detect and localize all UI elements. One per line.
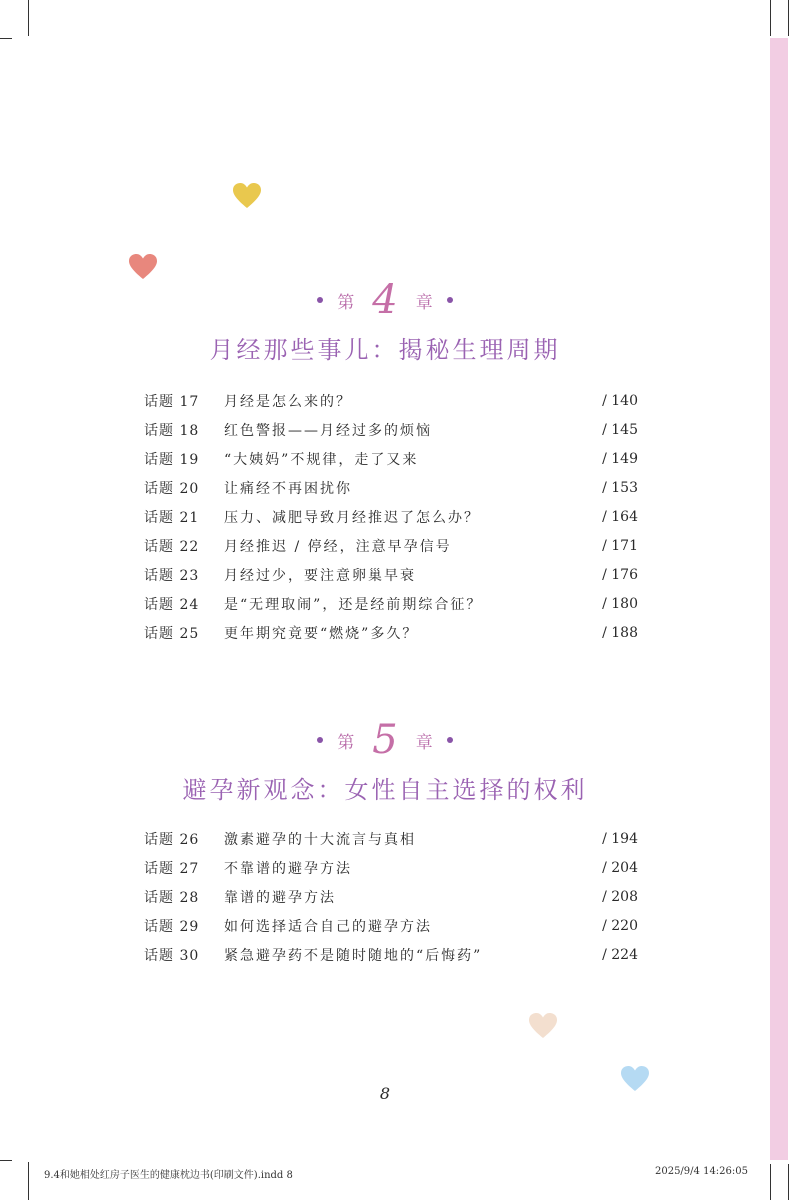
crop-mark [788, 0, 789, 36]
crop-mark [788, 1164, 789, 1200]
page-ref: / 153 [602, 479, 638, 496]
footer-filename: 9.4和她相处红房子医生的健康枕边书(印刷文件).indd 8 [44, 1170, 293, 1181]
topic-title: 靠谱的避孕方法 [224, 889, 336, 906]
toc-entry[interactable] [144, 560, 638, 589]
crop-mark [28, 0, 29, 36]
page-ref: / 164 [602, 508, 638, 525]
crop-mark [0, 1160, 12, 1161]
topic-title: 是“无理取闹”，还是经前期综合征？ [224, 596, 483, 613]
bullet-dot-icon [447, 737, 453, 743]
toc-entry[interactable] [144, 473, 638, 502]
topic-title: 红色警报——月经过多的烦恼 [224, 422, 432, 439]
page-ref: / 188 [602, 624, 638, 641]
topic-number: 话题 28 [144, 889, 200, 906]
toc-entry[interactable] [144, 386, 638, 415]
toc-entry[interactable] [144, 415, 638, 444]
page-ref: / 176 [602, 566, 638, 583]
chapter-heading [0, 717, 770, 805]
page-ref: / 194 [602, 830, 638, 847]
topic-title: 如何选择适合自己的避孕方法 [224, 918, 432, 935]
topic-number: 话题 30 [144, 947, 200, 964]
footer-timestamp: 2025/9/4 14:26:05 [654, 1166, 748, 1177]
page-edge-strip [770, 38, 788, 1160]
crop-mark [770, 1164, 771, 1200]
topic-number: 话题 27 [144, 860, 200, 877]
chapter-title: 避孕新观念：女性自主选择的权利 [182, 776, 588, 804]
topic-number: 话题 20 [144, 480, 200, 497]
toc-entry[interactable] [144, 824, 638, 853]
topic-number: 话题 17 [144, 393, 200, 410]
page-ref: / 140 [602, 392, 638, 409]
bullet-dot-icon [317, 297, 323, 303]
topic-title: 让痛经不再困扰你 [224, 480, 352, 497]
heart-beige-icon [528, 1012, 558, 1040]
topic-title: 月经过少，要注意卵巢早衰 [224, 567, 416, 584]
topic-number: 话题 19 [144, 451, 200, 468]
topic-number: 话题 24 [144, 596, 200, 613]
page-ref: / 149 [602, 450, 638, 467]
topic-title: 更年期究竟要“燃烧”多久？ [224, 625, 419, 642]
page-ref: / 145 [602, 421, 638, 438]
toc-list [144, 386, 638, 647]
bullet-dot-icon [447, 297, 453, 303]
toc-entry[interactable] [144, 502, 638, 531]
chapter-suffix: 章 [415, 732, 433, 753]
page-ref: / 208 [602, 888, 638, 905]
page-ref: / 220 [602, 917, 638, 934]
page-ref: / 171 [602, 537, 638, 554]
topic-title: 压力、减肥导致月经推迟了怎么办？ [224, 509, 480, 526]
chapter-heading [0, 277, 770, 365]
page-ref: / 224 [602, 946, 638, 963]
crop-mark [0, 38, 12, 39]
topic-number: 话题 21 [144, 509, 200, 526]
topic-number: 话题 25 [144, 625, 200, 642]
topic-title: 不靠谱的避孕方法 [224, 860, 352, 877]
topic-title: 激素避孕的十大流言与真相 [224, 831, 416, 848]
toc-entry[interactable] [144, 531, 638, 560]
toc-list [144, 824, 638, 969]
topic-number: 话题 26 [144, 831, 200, 848]
chapter-prefix: 第 [337, 732, 355, 753]
chapter-label [0, 277, 770, 323]
topic-number: 话题 18 [144, 422, 200, 439]
toc-entry[interactable] [144, 853, 638, 882]
chapter-number: 4 [372, 277, 398, 323]
crop-mark [770, 0, 771, 36]
chapter-prefix: 第 [337, 292, 355, 313]
toc-entry[interactable] [144, 589, 638, 618]
toc-entry[interactable] [144, 618, 638, 647]
bullet-dot-icon [317, 737, 323, 743]
toc-entry[interactable] [144, 911, 638, 940]
chapter-suffix: 章 [415, 292, 433, 313]
topic-number: 话题 22 [144, 538, 200, 555]
page-ref: / 180 [602, 595, 638, 612]
heart-coral-icon [128, 253, 158, 281]
topic-title: “大姨妈”不规律，走了又来 [224, 451, 419, 468]
chapter-title: 月经那些事儿：揭秘生理周期 [209, 336, 561, 364]
page-number: 8 [379, 1084, 391, 1103]
page-ref: / 204 [602, 859, 638, 876]
toc-entry[interactable] [144, 940, 638, 969]
chapter-label [0, 717, 770, 763]
topic-number: 话题 23 [144, 567, 200, 584]
chapter-number: 5 [372, 717, 398, 763]
toc-entry[interactable] [144, 444, 638, 473]
toc-entry[interactable] [144, 882, 638, 911]
heart-yellow-icon [232, 182, 262, 210]
topic-title: 月经是怎么来的？ [224, 393, 352, 410]
topic-number: 话题 29 [144, 918, 200, 935]
topic-title: 紧急避孕药不是随时随地的“后悔药” [224, 947, 483, 964]
crop-mark [28, 1162, 29, 1200]
topic-title: 月经推迟 / 停经，注意早孕信号 [224, 538, 452, 555]
